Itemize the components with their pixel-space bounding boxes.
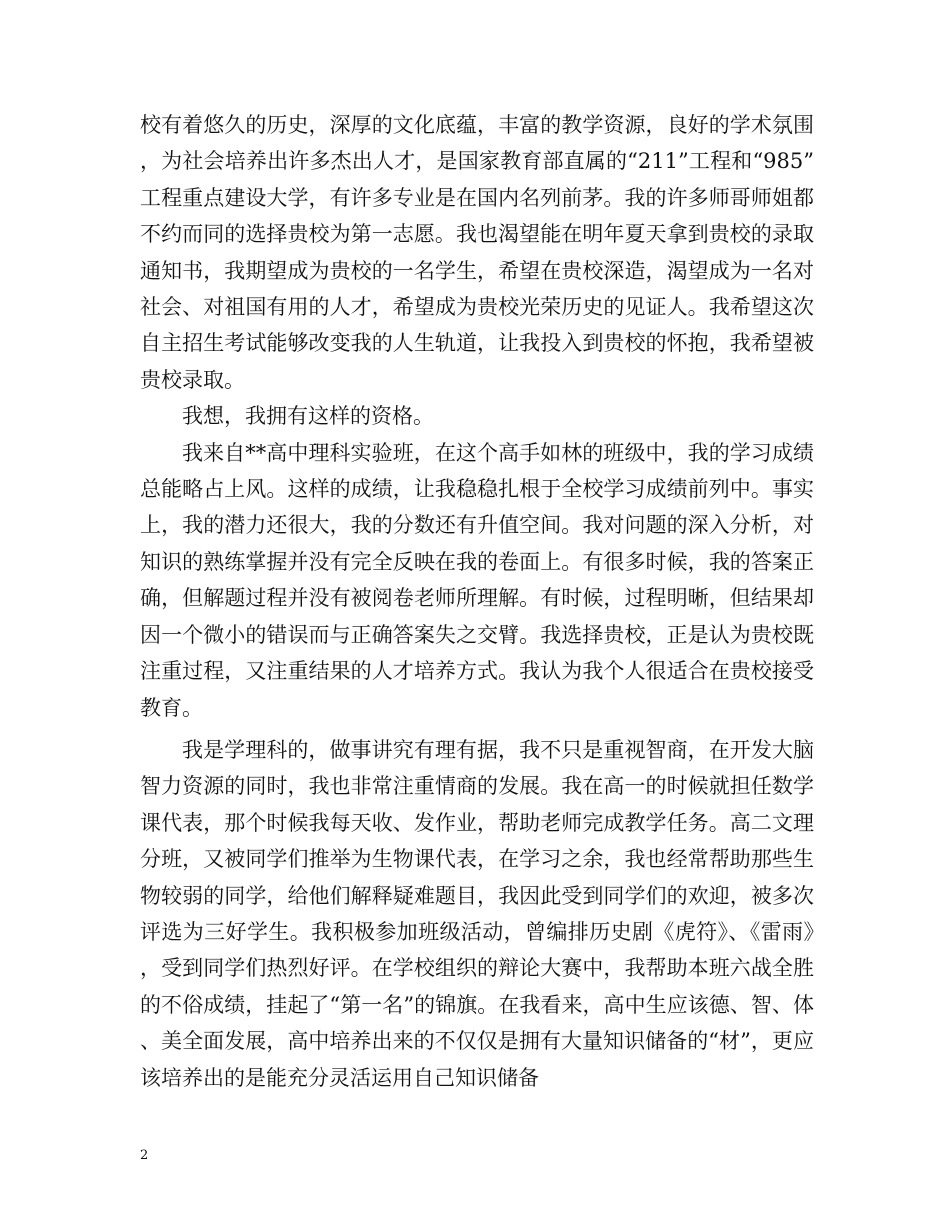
document-body (140, 107, 814, 1096)
paragraph-2: 我想，我拥有这样的资格。 (182, 404, 434, 429)
page-number: 2 (140, 1148, 149, 1163)
paragraph-4: 我是学理科的，做事讲究有理有据，我不只是重视智商，在开发大脑智力资源的同时，我也非常注重情商的发展。我在高一的时候就担任数学课代表，那个时候我每天收、发作业，帮助老师完成教学任务。高二文理分班，又被同学们推举为生物课代表，在学习之余，我也经常帮助那些生物较弱的同学，给他们解释疑难题目，我因此受到同学们的欢迎，被多次评选为三好学生。我积极参加班级活动，曾编排历史剧《虎符》、《雷雨》，受到同学们热烈好评。在学校组织的辩论大赛中，我帮助本班六战全胜的不俗成绩，挂起了“第一名”的锦旗。在我看来，高中生应该德、智、体、美全面发展，高中培养出来的不仅仅是拥有大量知识储备的“材”，更应该培养出的是能充分灵活运用自己知识储备 (140, 737, 814, 1090)
paragraph-3: 我来自**高中理科实验班，在这个高手如林的班级中，我的学习成绩总能略占上风。这样的成绩，让我稳稳扎根于全校学习成绩前列中。事实上，我的潜力还很大，我的分数还有升值空间。我对问题的深入分析，对知识的熟练掌握并没有完全反映在我的卷面上。有很多时候，我的答案正确，但解题过程并没有被阅卷老师所理解。有时候，过程明晰，但结果却因一个微小的错误而与正确答案失之交臂。我选择贵校，正是认为贵校既注重过程，又注重结果的人才培养方式。我认为我个人很适合在贵校接受教育。 (140, 440, 814, 720)
paragraph-1: 校有着悠久的历史，深厚的文化底蕴，丰富的教学资源，良好的学术氛围，为社会培养出许多杰出人才，是国家教育部直属的“211”工程和“985”工程重点建设大学，有许多专业是在国内名列前茅。我的许多师哥师姐都不约而同的选择贵校为第一志愿。我也渴望能在明年夏天拿到贵校的录取通知书，我期望成为贵校的一名学生，希望在贵校深造，渴望成为一名对社会、对祖国有用的人才，希望成为贵校光荣历史的见证人。我希望这次自主招生考试能够改变我的人生轨道，让我投入到贵校的怀抱，我希望被贵校录取。 (140, 113, 814, 392)
